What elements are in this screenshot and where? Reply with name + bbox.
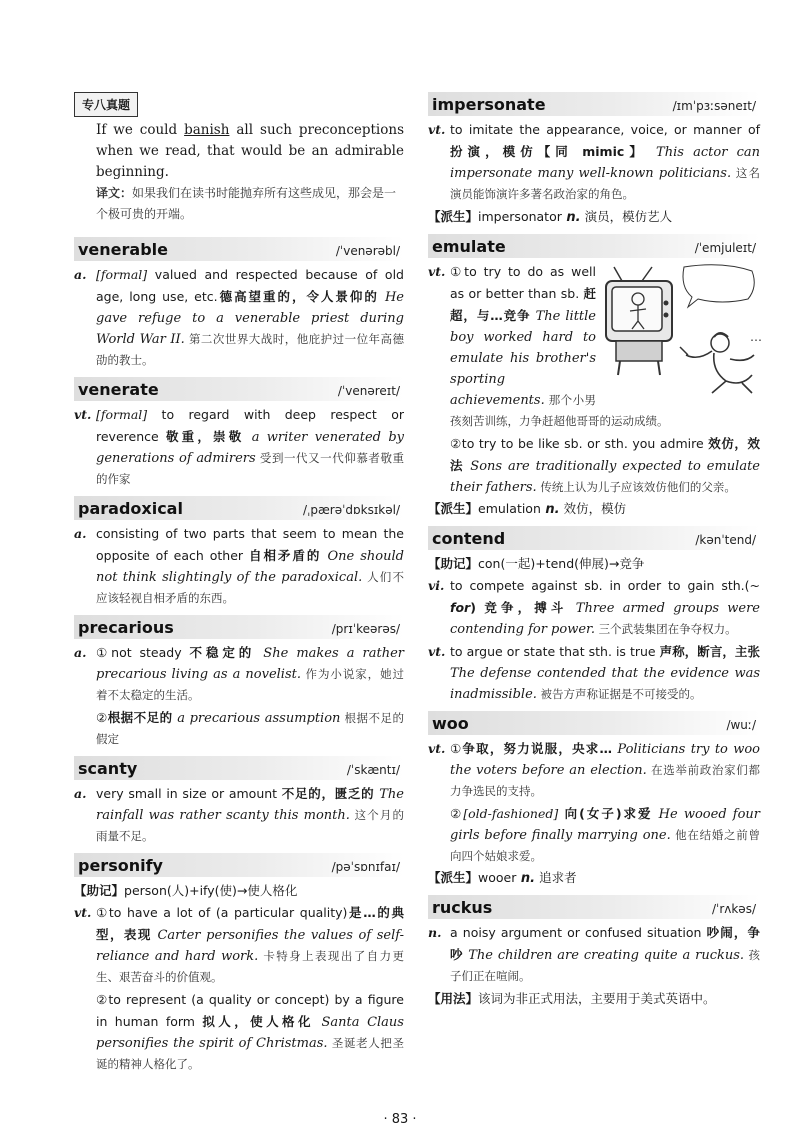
mnemonic-tag: 【助记】 [74,883,125,898]
pronunciation: /wuː/ [726,718,756,732]
headword-bar [74,377,404,401]
chinese-gloss: 扮演，模仿【同 mimic】 [450,144,647,159]
example-translation: 被告方声称证据是不可接受的。 [536,687,702,701]
example-translation: 那个小男孩刻苦训练，力争赶超他哥哥的运动成绩。 [450,393,669,428]
derivative-tag: 【派生】 [428,209,479,224]
example-translation: 根据不足的假定 [96,711,404,746]
pronunciation: /ˈvenərəbl/ [335,244,400,258]
headword-bar [74,496,404,520]
sense-2 [74,989,404,1075]
example-translation: 三个武装集团在争夺权力。 [594,622,737,636]
svg-text:…: … [750,330,762,344]
register: [old-fashioned] [463,806,559,821]
entry-ruckus [428,895,760,1010]
part-of-speech: vt. [428,741,446,756]
headword-bar [74,615,404,639]
example-translation: 第二次世界大战时，他庇护过一位年高德劭的教士。 [96,332,404,367]
part-of-speech: a. [74,267,87,282]
pronunciation: /pəˈsɒnɪfaɪ/ [331,860,400,874]
sense [428,119,760,205]
sense-2 [428,433,760,498]
example-translation: 卡特身上表现出了自力更生、艰苦奋斗的价值观。 [96,949,405,984]
sense [74,264,404,371]
example: Carter personifies the values of self-reliance and hard work. [96,928,404,964]
derivative-gloss: 效仿，模仿 [559,501,627,516]
example-translation: 这名演员能饰演许多著名政治家的角色。 [450,166,760,201]
headword: personify [78,856,163,875]
entry-contend [428,526,760,705]
mnemonic [428,553,760,575]
mnemonic [74,880,404,902]
entry-venerable [74,237,404,371]
entry-personify [74,853,404,1075]
derivative-gloss: 追求者 [535,870,577,885]
headword: contend [432,529,506,548]
sense-2 [428,803,760,867]
example: The defense contended that the evidence was inadmissible. [450,666,760,702]
definition: not steady [111,645,190,660]
part-of-speech: a. [74,786,87,801]
definition: a noisy argument or confused situation [450,925,707,940]
derivative-word: emulation [478,501,541,516]
example-translation: 在选举前政治家们都力争选民的支持。 [450,763,760,798]
pronunciation: /ɪmˈpɜːsəneɪt/ [672,99,756,113]
headword: scanty [78,759,138,778]
sense-1 [74,642,404,706]
definition: to regard with deep respect or reverence [96,407,404,444]
definition: valued and respected because of old age, long use, etc. [96,267,404,304]
example: a writer venerated by generations of admirers [96,430,404,466]
definition: to have a lot of (a particular quality) [108,905,348,920]
sense-1 [74,902,404,988]
page-number: · 83 · [383,1112,417,1127]
sense-1 [428,575,760,640]
usage-tag: 【用法】 [428,991,479,1006]
sense [74,523,404,609]
usage-text: 该词为非正式用法，主要用于美式英语中。 [478,991,716,1006]
example-translation: 作为小说家，她过着不太稳定的生活。 [96,667,405,702]
emulate-illustration [602,263,760,395]
derivative-tag: 【派生】 [428,501,479,516]
sense-number: ① [96,905,109,920]
mnemonic-tag: 【助记】 [428,556,479,571]
register: [formal] [96,267,148,282]
pronunciation: /ˈemjuleɪt/ [694,241,756,255]
derivative [428,867,760,889]
derivative-pos: n. [561,210,581,225]
sense-2 [428,641,760,705]
exam-translation-label: 译文： [96,186,133,200]
entry-scanty [74,756,404,847]
chinese-gloss: 争取，努力说服，央求… [462,741,613,756]
headword-bar [74,756,404,780]
part-of-speech: vi. [428,578,445,593]
example-translation: 圣诞老人把圣诞的精神人格化了。 [96,1036,405,1071]
pronunciation: /ˈskæntɪ/ [346,763,400,777]
headword-bar [428,895,760,919]
example-translation: 受到一代又一代仰慕者敬重的作家 [96,451,404,486]
example: This actor can impersonate many well-known politicians. [450,145,760,181]
part-of-speech: vt. [428,122,446,137]
exam-underlined-word: banish [184,122,230,138]
sense-number: ② [450,436,462,451]
example: The children are creating quite a ruckus. [463,948,745,963]
example-translation: 人们不应该轻视自相矛盾的东西。 [96,570,404,605]
sense-1 [428,261,760,432]
headword-bar [74,237,404,261]
headword: venerable [78,240,168,259]
chinese-gloss: 不稳定的 [189,645,256,660]
headword: emulate [432,237,506,256]
example-translation: 传统上认为儿子应该效仿他们的父亲。 [536,480,736,494]
mnemonic-text: person(人)+ify(使)→使人格化 [124,883,298,898]
sense [74,783,404,847]
derivative-pos: n. [516,871,536,886]
sense-number: ② [96,992,109,1007]
chinese-gloss: 是…的典型，表现 [96,905,404,942]
chinese-gloss: 向(女子)求爱 [558,806,653,821]
derivative-word: wooer [478,870,517,885]
chinese-gloss: 不足的，匮乏的 [281,786,375,801]
exam-box [74,92,404,225]
chinese-gloss: 根据不足的 [107,710,173,725]
register: [formal] [96,407,148,422]
usage-note [428,988,760,1010]
example: The little boy worked hard to emulate his brother's sporting achievements. [450,309,596,408]
sense-number: ① [96,645,112,660]
headword: impersonate [432,95,546,114]
headword-bar [428,234,760,258]
exam-sentence-1: If we could [96,122,185,138]
example: Three armed groups were contending for power. [450,601,760,637]
left-column [74,92,404,1081]
entry-emulate [428,234,760,520]
chinese-gloss: 德高望重的，令人景仰的 [217,289,379,304]
sense-1 [428,738,760,802]
sense-number: ② [96,710,108,725]
example: Politicians try to woo the voters before an election. [450,742,760,778]
sense-2 [74,707,404,750]
headword: venerate [78,380,159,399]
pronunciation: /kənˈtend/ [695,533,756,547]
derivative-pos: n. [540,502,560,517]
example: a precarious assumption [172,711,341,726]
definition: to try to do as well as or better than sb. [450,264,596,301]
headword-bar [74,853,404,877]
definition: to compete against sb. in order to gain sth.(~ [450,578,760,593]
chinese-gloss: 效仿，效法 [450,436,760,473]
headword-bar [428,92,760,116]
example: He wooed four girls before finally marrying one. [450,807,760,843]
exam-translation: 如果我们在读书时能抛弃所有这些成见，那会是一个极可贵的开端。 [96,186,397,221]
entry-woo [428,711,760,889]
entry-paradoxical [74,496,404,609]
example: Sons are traditionally expected to emulate their fathers. [450,459,760,495]
example: The rainfall was rather scanty this month. [96,787,404,823]
definition: consisting of two parts that seem to mean the opposite of each other [96,526,404,563]
chinese-gloss: ) 竞争，搏斗 [470,600,568,615]
example: She makes a rather precarious living as a novelist. [96,646,404,682]
chinese-gloss: 声称，断言，主张 [659,644,760,659]
entry-venerate [74,377,404,490]
example-translation: 孩子们正在喧闹。 [450,948,760,983]
derivative-gloss: 演员，模仿艺人 [580,209,673,224]
part-of-speech: a. [74,645,87,660]
example: One should not think slightingly of the paradoxical. [96,549,404,585]
headword: paradoxical [78,499,183,518]
sense-number: ① [450,741,463,756]
definition: to try to be like sb. or sth. you admire [461,436,709,451]
entry-precarious [74,615,404,750]
chinese-gloss: 赶超，与…竞争 [450,286,596,323]
exam-sentence-2: all such preconceptions when we read, that would be an admirable beginning. [96,122,405,180]
headword: precarious [78,618,174,637]
mnemonic-text: con(一起)+tend(伸展)→竞争 [478,556,645,571]
definition: to represent (a quality or concept) by a figure in human form [96,992,404,1029]
collocation: for [450,600,471,615]
sense-number: ① [450,264,465,279]
example-translation: 他在结婚之前曾向四个姑娘求爱。 [450,828,761,863]
headword: woo [432,714,469,733]
part-of-speech: n. [428,925,442,940]
example: He gave refuge to a venerable priest during World War II. [96,290,404,347]
derivative [428,498,760,520]
exam-label: 专八真题 [74,92,138,117]
definition: to imitate the appearance, voice, or manner of [450,122,760,137]
part-of-speech: vt. [74,407,92,422]
derivative [428,206,760,228]
exam-body [74,120,404,225]
pronunciation: /ˈvenəreɪt/ [337,384,400,398]
sense-number: ② [450,806,464,821]
sense [74,404,404,490]
headword-bar [428,526,760,550]
right-column [428,92,760,1016]
part-of-speech: vt. [428,264,446,279]
part-of-speech: a. [74,526,87,541]
chinese-gloss: 自相矛盾的 [249,548,322,563]
derivative-tag: 【派生】 [428,870,479,885]
derivative-word: impersonator [478,209,562,224]
part-of-speech: vt. [74,905,92,920]
example-translation: 这个月的雨量不足。 [96,808,405,843]
pronunciation: /ˌpærəˈdɒksɪkəl/ [303,503,400,517]
definition: very small in size or amount [96,786,282,801]
pronunciation: /prɪˈkeərəs/ [331,622,400,636]
chinese-gloss: 拟人，使人格化 [202,1014,314,1029]
sense [428,922,760,987]
chinese-gloss: 吵闹，争吵 [450,925,760,962]
part-of-speech: vt. [428,644,446,659]
entry-impersonate [428,92,760,228]
headword-bar [428,711,760,735]
example: Santa Claus personifies the spirit of Christmas. [96,1015,404,1051]
pronunciation: /ˈrʌkəs/ [711,902,756,916]
definition: to argue or state that sth. is true [450,644,660,659]
chinese-gloss: 敬重，崇敬 [166,429,245,444]
headword: ruckus [432,898,493,917]
